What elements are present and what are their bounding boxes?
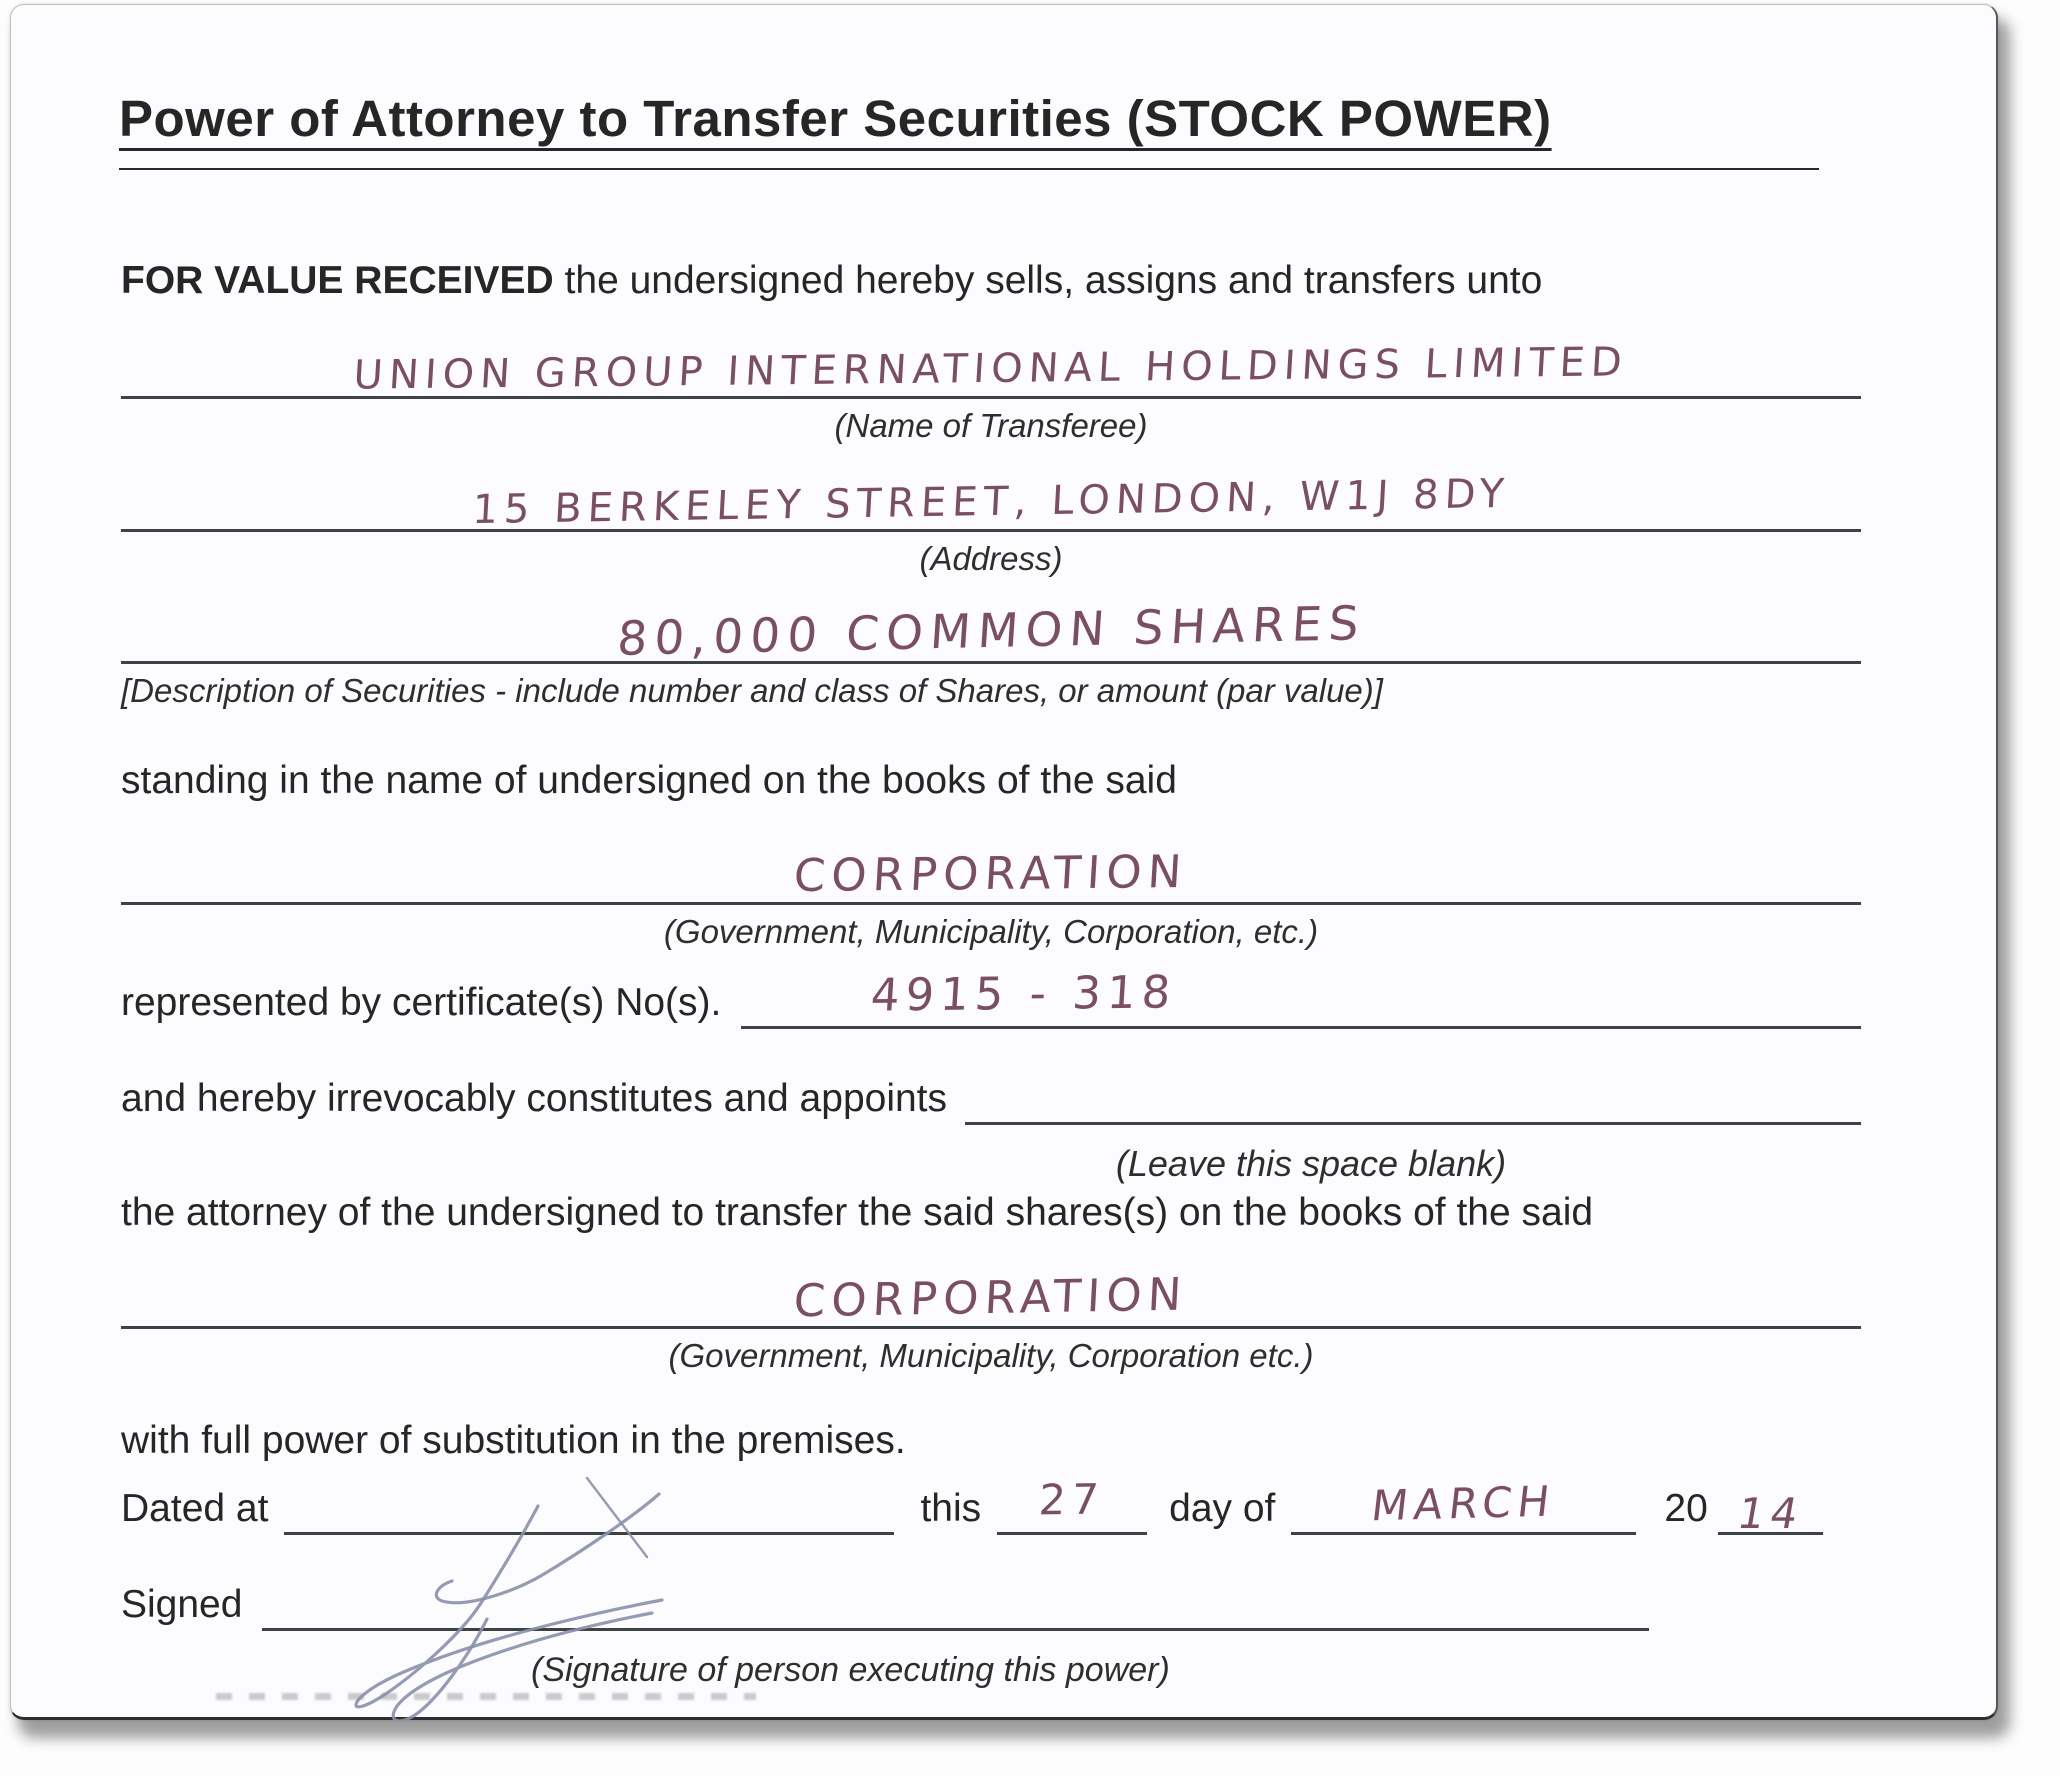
scanned-document-page — [10, 4, 1998, 1720]
transferee-label: (Name of Transferee) — [834, 407, 1148, 444]
transferee-handwritten-value: UNION GROUP INTERNATIONAL HOLDINGS LIMITED — [352, 339, 1630, 399]
corporation-2-label: (Government, Municipality, Corporation etc.) — [668, 1337, 1314, 1374]
corporation-1-label: (Government, Municipality, Corporation, etc.) — [663, 913, 1319, 950]
document-title: Power of Attorney to Transfer Securities (STOCK POWER) — [119, 89, 1819, 170]
year-line — [1718, 1479, 1823, 1538]
corporation-2-handwritten-value: CORPORATION — [792, 1267, 1190, 1328]
signature-caption: (Signature of person executing this power) — [531, 1651, 1170, 1689]
signature-scribble — [246, 1420, 676, 1720]
intro-paragraph — [121, 257, 1841, 306]
securities-label: [Description of Securities - include number and class of Shares, or amount (par value)] — [121, 672, 1383, 709]
certificate-handwritten-value: 4915 - 318 — [869, 965, 1179, 1022]
corporation-1-line — [121, 831, 1861, 905]
address-handwritten-value: 15 BERKELEY STREET, LONDON, W1J 8DY — [471, 470, 1511, 534]
month-handwritten-value: MARCH — [1369, 1476, 1559, 1531]
day-line — [997, 1474, 1147, 1535]
appoints-label: and hereby irrevocably constitutes and appoints — [121, 1077, 948, 1120]
corporation-2-line — [121, 1255, 1861, 1329]
address-label: (Address) — [919, 540, 1063, 577]
intro-rest: the undersigned hereby sells, assigns and transfers unto — [564, 259, 1543, 302]
this-label: this — [920, 1487, 982, 1530]
securities-line — [121, 588, 1861, 667]
corporation-field-1 — [121, 831, 1861, 951]
month-line — [1291, 1476, 1636, 1535]
signed-label: Signed — [121, 1583, 243, 1626]
corporation-field-2 — [121, 1255, 1861, 1375]
certificate-label: represented by certificate(s) No(s). — [121, 981, 722, 1024]
day-handwritten-value: 27 — [1037, 1474, 1107, 1525]
transferee-field — [121, 323, 1861, 445]
intro-bold-lead: FOR VALUE RECEIVED — [121, 259, 554, 302]
dated-at-label: Dated at — [121, 1487, 269, 1530]
securities-handwritten-value: 80,000 COMMON SHARES — [615, 596, 1367, 667]
corporation-1-handwritten-value: CORPORATION — [792, 844, 1190, 903]
certificate-field — [121, 963, 1861, 1029]
attorney-text: the attorney of the undersigned to transfer the said shares(s) on the books of the said — [121, 1191, 1594, 1234]
appoints-field — [121, 1067, 1861, 1125]
year-prefix: 20 — [1664, 1487, 1708, 1530]
address-field — [121, 458, 1861, 578]
appoints-blank-line — [965, 1067, 1861, 1125]
certificate-line — [741, 963, 1861, 1029]
address-line — [121, 458, 1861, 532]
standing-text: standing in the name of undersigned on the books of the said — [121, 759, 1177, 802]
transferee-line — [121, 323, 1861, 399]
cutoff-text-remnant — [216, 1693, 756, 1700]
leave-blank-hint: (Leave this space blank) — [1115, 1143, 1507, 1184]
securities-field — [121, 588, 1861, 710]
year-handwritten-value: 14 — [1733, 1489, 1808, 1538]
day-of-label: day of — [1169, 1487, 1276, 1530]
substitution-text: with full power of substitution in the premises. — [121, 1419, 906, 1462]
